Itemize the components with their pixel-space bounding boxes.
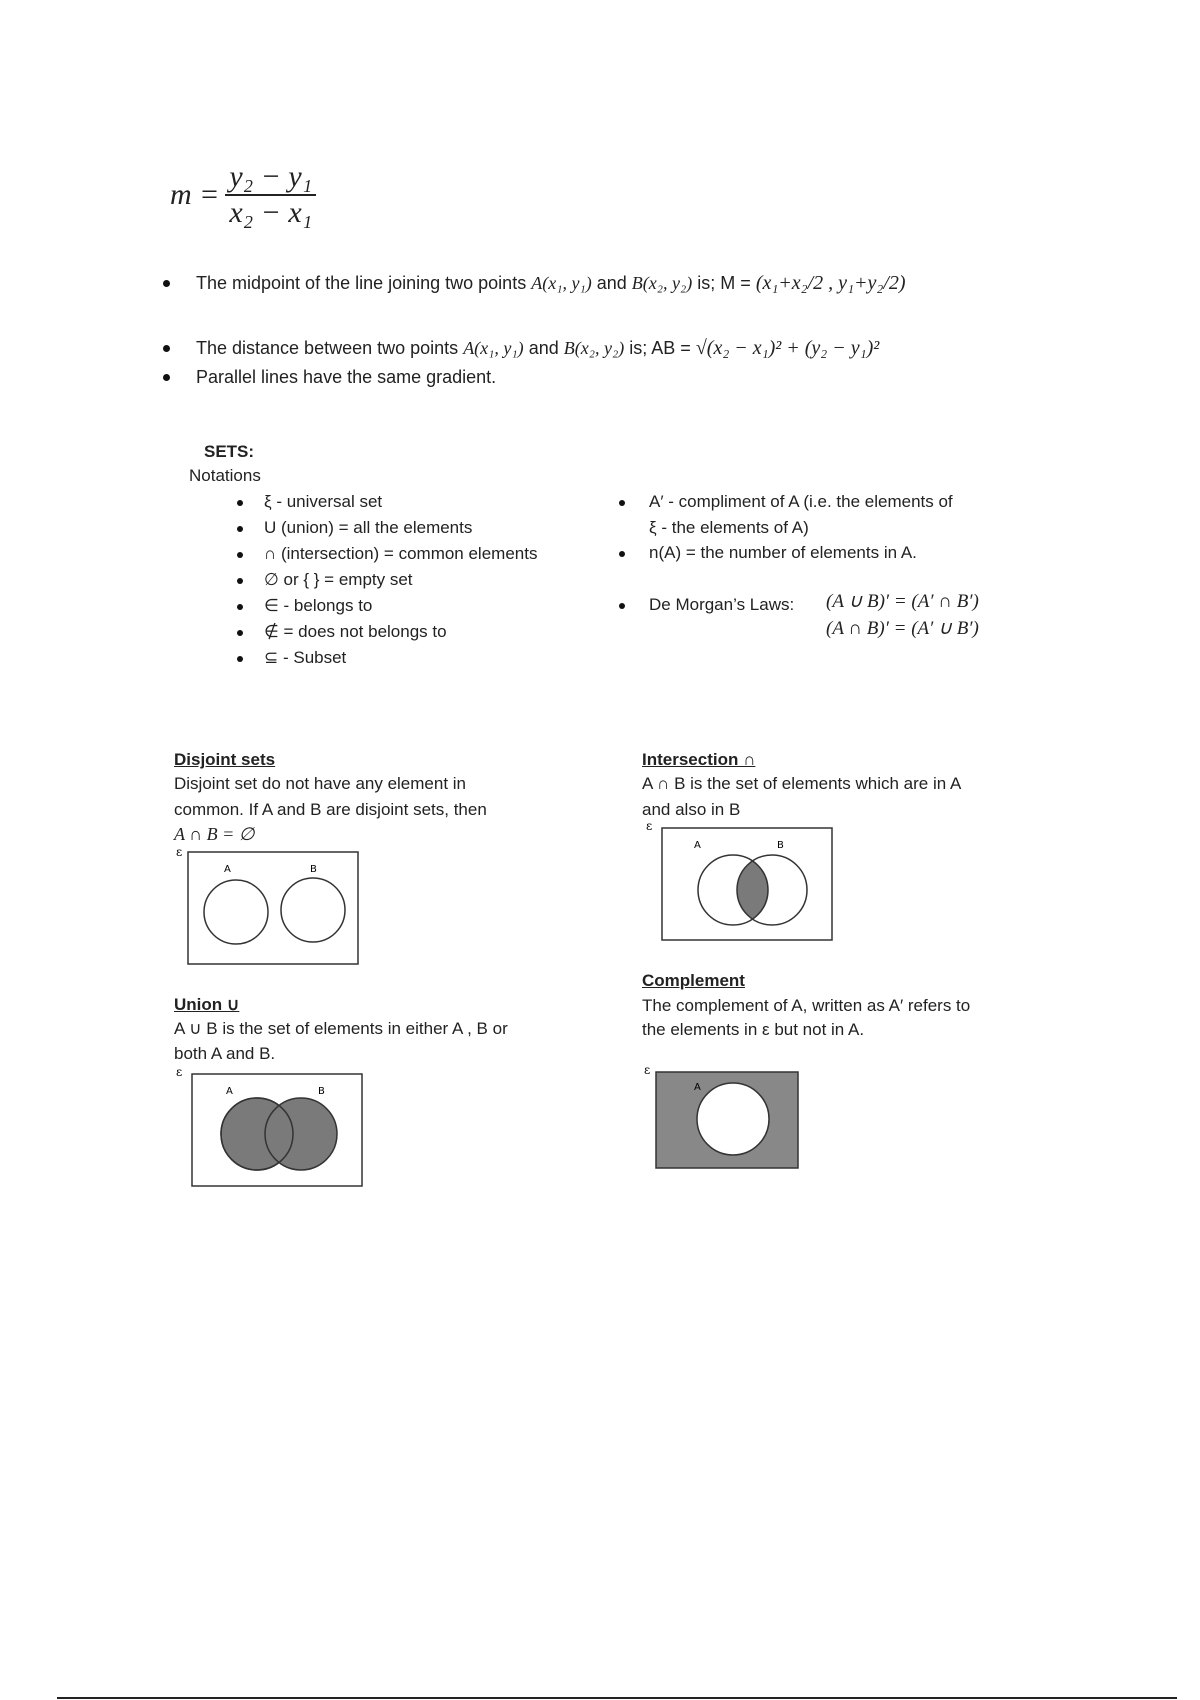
distance-point-a: A(x₁, y₁): [463, 338, 524, 358]
midpoint-point-a: A(x₁, y₁): [531, 273, 592, 293]
bullet-dot: [619, 551, 625, 557]
bullet-dot: [237, 526, 243, 532]
parallel-text: Parallel lines have the same gradient.: [196, 367, 497, 387]
disjoint-venn-diagram: [170, 842, 370, 970]
complement-line1: The complement of A, written as A′ refers to: [642, 996, 971, 1015]
complement-venn-diagram: [640, 1062, 810, 1172]
notation-subset: ⊆ - Subset: [264, 648, 347, 667]
venn-epsilon: ε: [176, 845, 183, 859]
venn-epsilon: ε: [176, 1065, 183, 1079]
notation-n-of-a: n(A) = the number of elements in A.: [649, 543, 917, 562]
universal-set-box: [188, 852, 358, 964]
venn-label-a: A: [694, 840, 701, 851]
venn-label-b: B: [310, 864, 317, 875]
sets-heading: SETS:: [204, 442, 255, 461]
venn-epsilon: ε: [644, 1063, 651, 1077]
gradient-numerator: y₂ − y₁: [225, 160, 316, 196]
venn-label-a: A: [694, 1082, 701, 1093]
de-morgan-label: De Morgan’s Laws:: [649, 595, 795, 614]
notation-empty-set: ∅ or { } = empty set: [264, 570, 413, 589]
notation-union: U (union) = all the elements: [264, 518, 473, 537]
midpoint-and: and: [596, 273, 627, 293]
bullet-dot: [237, 552, 243, 558]
venn-label-b: B: [777, 840, 784, 851]
disjoint-title: Disjoint sets: [174, 750, 276, 769]
midpoint-point-b: B(x₂, y₂): [631, 273, 693, 293]
distance-label: The distance between two points: [196, 338, 459, 358]
union-line1: A ∪ B is the set of elements in either A , B or: [174, 1019, 508, 1038]
intersection-line1-text: A ∩ B is the set of elements which are in A: [642, 774, 962, 793]
intersection-line1: [642, 774, 961, 794]
bullet-dot: [619, 603, 625, 609]
gradient-formula: [170, 160, 316, 230]
intersection-line2: and also in B: [642, 800, 741, 819]
intersection-venn-diagram: [640, 818, 840, 942]
disjoint-line1: Disjoint set do not have any element in: [174, 774, 467, 793]
gradient-m: m =: [170, 178, 220, 211]
complement-line2: the elements in ε but not in A.: [642, 1020, 865, 1039]
set-b-circle: [265, 1098, 337, 1170]
venn-label-b: B: [318, 1086, 325, 1097]
gradient-fraction: [225, 160, 316, 230]
union-venn-diagram: [170, 1064, 370, 1188]
bullet-dot: [237, 604, 243, 610]
bullet-dot: [163, 374, 170, 381]
notation-belongs: ∈ - belongs to: [264, 596, 373, 615]
bullet-dot: [237, 578, 243, 584]
set-a-circle: [697, 1083, 769, 1155]
disjoint-formula: A ∩ B = ∅: [174, 824, 255, 844]
bullet-dot: [237, 500, 243, 506]
union-line2: both A and B.: [174, 1044, 276, 1063]
distance-point-b: B(x₂, y₂): [563, 338, 625, 358]
bullet-dot: [619, 500, 625, 506]
notation-universal: ξ - universal set: [264, 492, 383, 511]
page-footer-rule: [57, 1697, 1177, 1699]
notation-intersection: ∩ (intersection) = common elements: [264, 544, 538, 563]
bullet-dot: [163, 280, 170, 287]
bullet-dot: [163, 345, 170, 352]
midpoint-text: [196, 270, 906, 296]
de-morgan-law-1: (A ∪ B)′ = (A′ ∩ B′): [826, 591, 979, 612]
venn-label-a: A: [224, 864, 231, 875]
distance-text: [196, 335, 879, 361]
distance-is: is; AB =: [629, 338, 691, 358]
venn-epsilon: ε: [646, 819, 653, 833]
midpoint-formula: (x₁+x₂/2 , y₁+y₂/2): [755, 272, 906, 294]
distance-formula: √(x₂ − x₁)² + (y₂ − y₁)²: [695, 337, 880, 359]
distance-and: and: [528, 338, 559, 358]
midpoint-label: The midpoint of the line joining two points: [196, 273, 527, 293]
gradient-denominator: x₂ − x₁: [229, 196, 313, 229]
notations-label: Notations: [189, 466, 261, 485]
bullet-dot: [237, 630, 243, 636]
notation-not-belongs: ∉ = does not belongs to: [264, 622, 447, 641]
venn-label-a: A: [226, 1086, 233, 1097]
midpoint-is: is; M =: [697, 273, 751, 293]
complement-title: Complement: [642, 971, 745, 990]
notation-complement-line1: A′ - compliment of A (i.e. the elements of: [649, 492, 953, 511]
de-morgan-law-2: (A ∩ B)′ = (A′ ∪ B′): [826, 618, 979, 639]
disjoint-line2: common. If A and B are disjoint sets, then: [174, 800, 487, 819]
bullet-dot: [237, 656, 243, 662]
intersection-title: Intersection ∩: [642, 750, 756, 769]
notation-complement-line2: ξ - the elements of A): [649, 518, 809, 537]
union-title: Union ∪: [174, 995, 240, 1014]
